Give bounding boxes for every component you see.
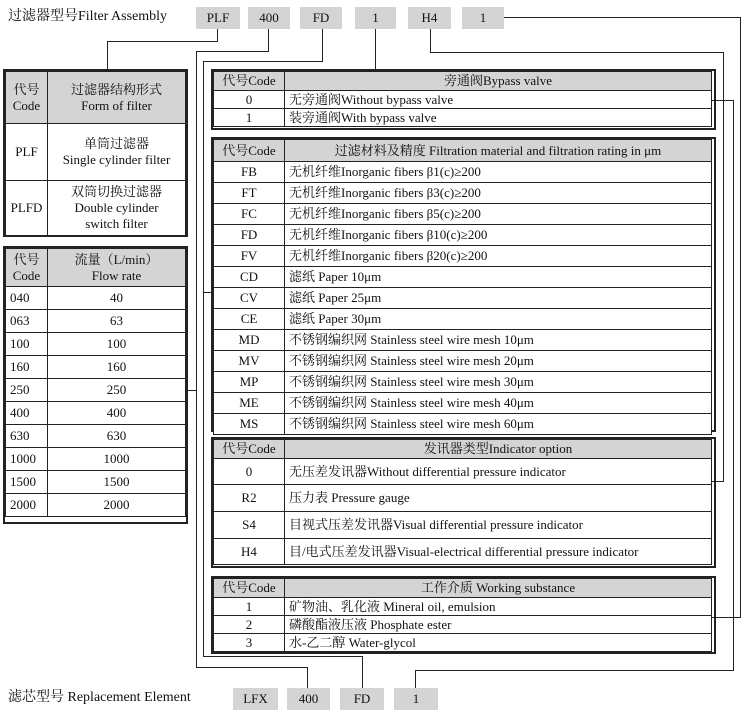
indicator-description: 目视式压差发讯器Visual differential pressure indicator bbox=[285, 512, 712, 539]
bypass-code: 0 bbox=[214, 91, 285, 109]
column-header-bypass: 旁通阀Bypass valve bbox=[285, 72, 712, 91]
table-row bbox=[214, 267, 712, 288]
flow-code: 400 bbox=[6, 402, 48, 425]
column-header-code: 代号 Code bbox=[6, 249, 48, 287]
material-description: 不锈钢编织网 Stainless steel wire mesh 10μm bbox=[285, 330, 712, 351]
flow-code: 100 bbox=[6, 333, 48, 356]
bypass-valve-table bbox=[213, 71, 712, 127]
connector-line bbox=[196, 667, 308, 668]
table-header-row bbox=[214, 440, 712, 459]
element-code-bypass: 1 bbox=[394, 688, 438, 710]
flow-value: 250 bbox=[48, 379, 186, 402]
indicator-code: S4 bbox=[214, 512, 285, 539]
table-row bbox=[6, 310, 186, 333]
connector-line bbox=[107, 41, 218, 42]
flow-value: 1000 bbox=[48, 448, 186, 471]
table-row bbox=[6, 287, 186, 310]
flow-code: 040 bbox=[6, 287, 48, 310]
flow-code: 1000 bbox=[6, 448, 48, 471]
connector-line bbox=[196, 51, 197, 668]
table-header-row bbox=[214, 579, 712, 598]
material-code: CV bbox=[214, 288, 285, 309]
column-header-code: 代号Code bbox=[214, 72, 285, 91]
material-code: CD bbox=[214, 267, 285, 288]
table-row bbox=[6, 181, 186, 236]
table-row bbox=[214, 598, 712, 616]
flow-code: 250 bbox=[6, 379, 48, 402]
flow-value: 2000 bbox=[48, 494, 186, 517]
material-description: 无机纤维Inorganic fibers β10(c)≥200 bbox=[285, 225, 712, 246]
connector-line bbox=[203, 61, 323, 62]
table-row bbox=[214, 616, 712, 634]
model-code-flow: 400 bbox=[248, 7, 290, 29]
table-row bbox=[214, 393, 712, 414]
element-code-material: FD bbox=[340, 688, 384, 710]
material-code: MV bbox=[214, 351, 285, 372]
connector-line bbox=[430, 29, 431, 53]
indicator-code: H4 bbox=[214, 539, 285, 565]
table-row bbox=[214, 309, 712, 330]
material-code: FC bbox=[214, 204, 285, 225]
material-code: FV bbox=[214, 246, 285, 267]
table-row bbox=[214, 183, 712, 204]
material-description: 无机纤维Inorganic fibers β20(c)≥200 bbox=[285, 246, 712, 267]
connector-line bbox=[712, 617, 741, 618]
table-row bbox=[6, 448, 186, 471]
table-row bbox=[6, 124, 186, 181]
table-row bbox=[214, 246, 712, 267]
material-description: 无机纤维Inorganic fibers β5(c)≥200 bbox=[285, 204, 712, 225]
connector-line bbox=[107, 41, 108, 71]
table-row bbox=[214, 91, 712, 109]
material-description: 不锈钢编织网 Stainless steel wire mesh 20μm bbox=[285, 351, 712, 372]
table-header-row bbox=[6, 72, 186, 124]
connector-line bbox=[740, 17, 741, 618]
table-row bbox=[6, 402, 186, 425]
flow-rate-table bbox=[5, 248, 186, 517]
material-description: 无机纤维Inorganic fibers β3(c)≥200 bbox=[285, 183, 712, 204]
connector-line bbox=[415, 670, 734, 671]
material-description: 不锈钢编织网 Stainless steel wire mesh 40μm bbox=[285, 393, 712, 414]
table-row bbox=[214, 459, 712, 485]
filter-assembly-title: 过滤器型号Filter Assembly bbox=[8, 9, 168, 24]
replacement-element-title: 滤芯型号 Replacement Element bbox=[8, 690, 191, 705]
connector-line bbox=[723, 52, 724, 482]
material-code: ME bbox=[214, 393, 285, 414]
table-row bbox=[6, 379, 186, 402]
connector-line bbox=[362, 656, 363, 688]
column-header-indicator: 发讯器类型Indicator option bbox=[285, 440, 712, 459]
connector-line bbox=[415, 670, 416, 688]
table-header-row bbox=[214, 140, 712, 162]
medium-code: 1 bbox=[214, 598, 285, 616]
medium-description: 矿物油、乳化液 Mineral oil, emulsion bbox=[285, 598, 712, 616]
flow-code: 063 bbox=[6, 310, 48, 333]
material-description: 不锈钢编织网 Stainless steel wire mesh 30μm bbox=[285, 372, 712, 393]
material-code: FD bbox=[214, 225, 285, 246]
flow-code: 1500 bbox=[6, 471, 48, 494]
material-code: FB bbox=[214, 162, 285, 183]
form-code: PLFD bbox=[6, 181, 48, 236]
connector-line bbox=[307, 667, 308, 688]
table-row bbox=[214, 512, 712, 539]
flow-value: 630 bbox=[48, 425, 186, 448]
material-code: MS bbox=[214, 414, 285, 435]
connector-line bbox=[322, 29, 323, 61]
element-code-flow: 400 bbox=[287, 688, 330, 710]
medium-code: 2 bbox=[214, 616, 285, 634]
model-code-material: FD bbox=[300, 7, 342, 29]
material-code: CE bbox=[214, 309, 285, 330]
flow-value: 160 bbox=[48, 356, 186, 379]
column-header-flow: 流量（L/min） Flow rate bbox=[48, 249, 186, 287]
indicator-description: 压力表 Pressure gauge bbox=[285, 485, 712, 512]
connector-line bbox=[217, 29, 218, 41]
connector-line bbox=[196, 51, 269, 52]
column-header-material: 过滤材料及精度 Filtration material and filtration rating in μm bbox=[285, 140, 712, 162]
model-code-medium: 1 bbox=[462, 7, 504, 29]
indicator-description: 目/电式压差发讯器Visual-electrical differential pressure indicator bbox=[285, 539, 712, 565]
column-header-medium: 工作介质 Working substance bbox=[285, 579, 712, 598]
material-code: FT bbox=[214, 183, 285, 204]
indicator-option-table bbox=[213, 439, 712, 565]
filtration-material-table bbox=[213, 139, 712, 435]
table-header-row bbox=[6, 249, 186, 287]
model-code-form: PLF bbox=[196, 7, 240, 29]
material-description: 无机纤维Inorganic fibers β1(c)≥200 bbox=[285, 162, 712, 183]
flow-value: 100 bbox=[48, 333, 186, 356]
bypass-code: 1 bbox=[214, 109, 285, 127]
connector-line bbox=[203, 61, 204, 657]
flow-value: 1500 bbox=[48, 471, 186, 494]
table-row bbox=[6, 425, 186, 448]
bypass-description: 装旁通阀With bypass valve bbox=[285, 109, 712, 127]
column-header-code: 代号Code bbox=[214, 579, 285, 598]
indicator-code: R2 bbox=[214, 485, 285, 512]
medium-description: 水-乙二醇 Water-glycol bbox=[285, 634, 712, 652]
material-description: 滤纸 Paper 25μm bbox=[285, 288, 712, 309]
medium-description: 磷酸酯液压液 Phosphate ester bbox=[285, 616, 712, 634]
form-description: 双筒切换过滤器 Double cylinder switch filter bbox=[48, 181, 186, 236]
flow-code: 630 bbox=[6, 425, 48, 448]
flow-value: 40 bbox=[48, 287, 186, 310]
table-header-row bbox=[214, 72, 712, 91]
indicator-description: 无压差发讯器Without differential pressure indicator bbox=[285, 459, 712, 485]
table-row bbox=[214, 225, 712, 246]
table-row bbox=[214, 485, 712, 512]
table-row bbox=[6, 471, 186, 494]
form-description: 单筒过滤器 Single cylinder filter bbox=[48, 124, 186, 181]
table-row bbox=[214, 372, 712, 393]
column-header-form: 过滤器结构形式 Form of filter bbox=[48, 72, 186, 124]
column-header-code: 代号 Code bbox=[6, 72, 48, 124]
connector-line bbox=[203, 656, 363, 657]
connector-line bbox=[733, 100, 734, 671]
element-code-type: LFX bbox=[233, 688, 278, 710]
table-row bbox=[214, 634, 712, 652]
flow-value: 400 bbox=[48, 402, 186, 425]
form-code: PLF bbox=[6, 124, 48, 181]
material-description: 滤纸 Paper 30μm bbox=[285, 309, 712, 330]
table-row bbox=[214, 288, 712, 309]
model-code-indicator: H4 bbox=[408, 7, 451, 29]
bypass-description: 无旁通阀Without bypass valve bbox=[285, 91, 712, 109]
connector-line bbox=[375, 29, 376, 69]
indicator-code: 0 bbox=[214, 459, 285, 485]
flow-code: 2000 bbox=[6, 494, 48, 517]
connector-line bbox=[430, 52, 724, 53]
medium-code: 3 bbox=[214, 634, 285, 652]
flow-code: 160 bbox=[6, 356, 48, 379]
connector-line bbox=[268, 29, 269, 51]
table-row bbox=[6, 356, 186, 379]
column-header-code: 代号Code bbox=[214, 440, 285, 459]
model-code-bypass: 1 bbox=[355, 7, 396, 29]
connector-line bbox=[504, 17, 741, 18]
table-row bbox=[214, 539, 712, 565]
material-code: MD bbox=[214, 330, 285, 351]
table-row bbox=[214, 109, 712, 127]
material-description: 不锈钢编织网 Stainless steel wire mesh 60μm bbox=[285, 414, 712, 435]
table-row bbox=[214, 204, 712, 225]
table-row bbox=[214, 330, 712, 351]
table-row bbox=[214, 162, 712, 183]
column-header-code: 代号Code bbox=[214, 140, 285, 162]
form-of-filter-table bbox=[5, 71, 186, 236]
table-row bbox=[6, 494, 186, 517]
table-row bbox=[214, 351, 712, 372]
table-row bbox=[214, 414, 712, 435]
flow-value: 63 bbox=[48, 310, 186, 333]
table-row bbox=[6, 333, 186, 356]
working-substance-table bbox=[213, 578, 712, 652]
material-code: MP bbox=[214, 372, 285, 393]
material-description: 滤纸 Paper 10μm bbox=[285, 267, 712, 288]
